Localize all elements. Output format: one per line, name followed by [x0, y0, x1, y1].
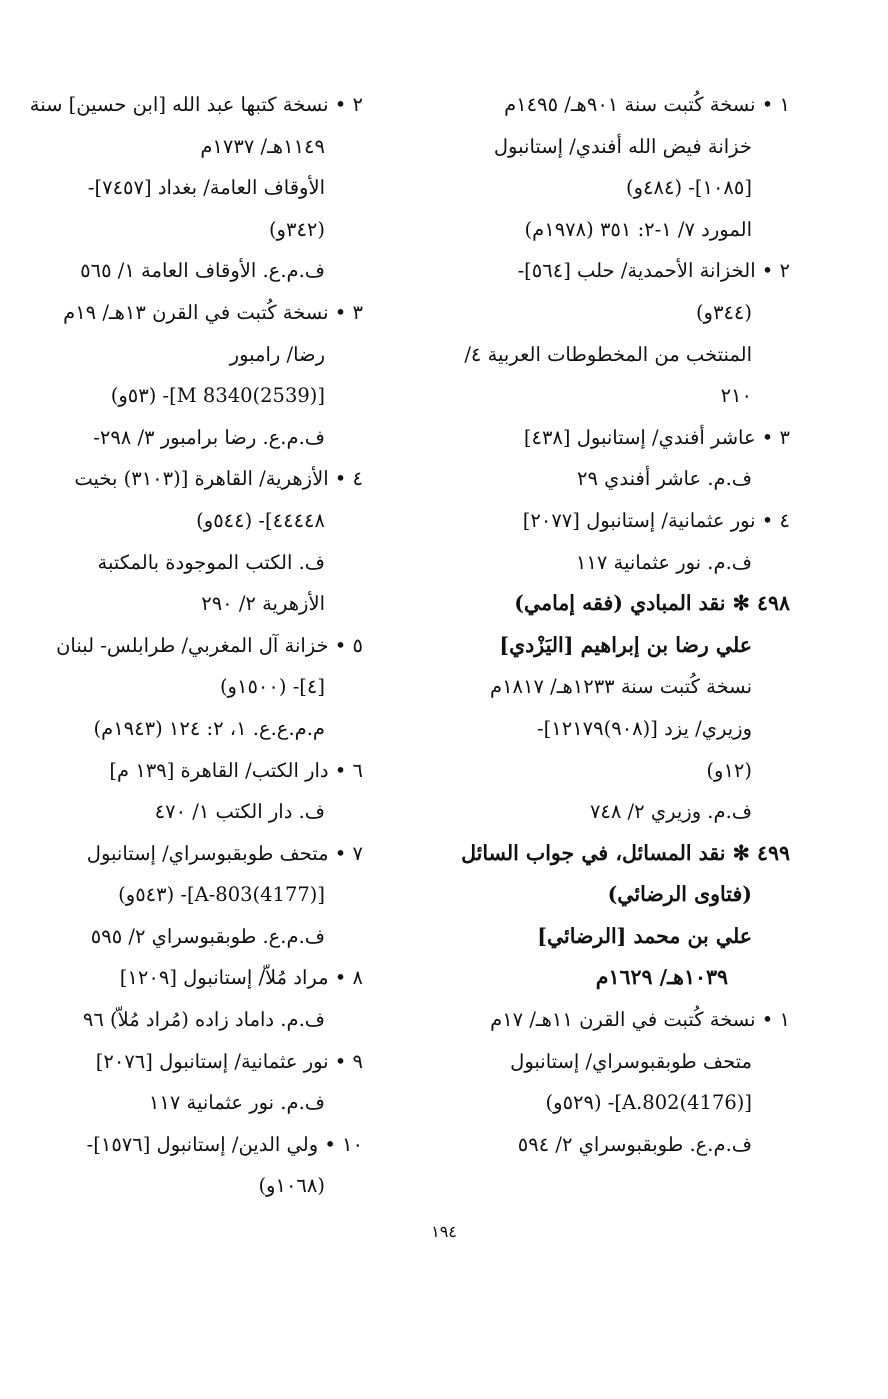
right-column-line: ٢١٠: [720, 384, 752, 408]
right-column-line: ف.م.ع. طوبقبوسراي ٢/ ٥٩٤: [517, 1132, 752, 1156]
left-column-line: ٣ • نسخة كُتبت في القرن ١٣هـ/ ١٩م: [63, 300, 363, 324]
left-column-line: ٨ • مراد مُلاّ/ إستانبول [١٢٠٩]: [119, 966, 363, 990]
right-column-line: (٣٤٤و): [695, 300, 752, 324]
left-column-line: الأزهرية ٢/ ٢٩٠: [201, 592, 325, 616]
left-column-line: م.م.ع.ع. ١، ٢: ١٢٤ (١٩٤٣م): [93, 716, 325, 740]
left-column-line: رضا/ رامبور: [229, 342, 325, 366]
right-column-line: المنتخب من المخطوطات العربية ٤/: [464, 342, 752, 366]
left-column-line: ٢ • نسخة كتبها عبد الله [ابن حسين] سنة: [29, 93, 363, 116]
right-column-line: (فتاوى الرضائي): [607, 882, 752, 907]
right-column-line: ف.م. وزيري ٢/ ٧٤٨: [589, 800, 752, 824]
right-column-line: نسخة كُتبت سنة ١٢٣٣هـ/ ١٨١٧م: [490, 675, 752, 699]
left-column-line: ٦ • دار الكتب/ القاهرة [١٣٩ م]: [109, 758, 363, 782]
right-column-line: ٤٩٨ ✻ نقد المبادي (فقه إمامي): [514, 591, 790, 616]
right-column-line: [١٠٨٥]- (٤٨٤و): [626, 176, 752, 200]
right-column-line: ١ • نسخة كُتبت في القرن ١١هـ/ ١٧م: [490, 1008, 790, 1032]
right-column-line: ٤ • نور عثمانية/ إستانبول [٢٠٧٧]: [522, 508, 790, 532]
left-column-line: الأوقاف العامة/ بغداد [٧٤٥٧]-: [87, 176, 325, 200]
left-column-line: ١٠ • ولي الدين/ إستانبول [١٥٧٦]-: [86, 1132, 363, 1156]
right-column-line: ١ • نسخة كُتبت سنة ٩٠١هـ/ ١٤٩٥م: [504, 93, 790, 116]
right-column: [445, 84, 790, 1165]
right-column-line: علي بن محمد [الرضائي]: [537, 923, 752, 948]
right-column-line: ٣ • عاشر أفندي/ إستانبول [٤٣٨]: [523, 425, 790, 449]
right-column-line: المورد ٧/ ١-٢: ٣٥١ (١٩٧٨م): [524, 217, 752, 241]
right-column-line: خزانة فيض الله أفندي/ إستانبول: [493, 134, 752, 158]
right-column-line: وزيري/ يزد [(٩٠٨)١٢١٧٩]-: [537, 716, 752, 740]
right-column-line: ٤٩٩ ✻ نقد المسائل، في جواب السائل: [461, 840, 790, 865]
left-column-line: [٤]- (١٥٠٠و): [219, 675, 325, 699]
right-column-line: علي رضا بن إبراهيم [اليَزْدي]: [499, 632, 752, 657]
right-column-line: ١٠٣٩هـ/ ١٦٢٩م: [595, 965, 728, 990]
right-column-line: ف.م. عاشر أفندي ٢٩: [576, 467, 752, 491]
right-column-line: ٢ • الخزانة الأحمدية/ حلب [٥٦٤]-: [517, 259, 790, 283]
left-column-line: ف. الكتب الموجودة بالمكتبة: [97, 550, 325, 574]
left-column-line: [M 8340(2539)]- (٥٣و): [110, 384, 325, 408]
left-column-line: ف. دار الكتب ١/ ٤٧٠: [154, 800, 325, 824]
left-column-line: ف.م.ع. الأوقاف العامة ١/ ٥٦٥: [80, 259, 325, 283]
left-column-line: ف.م. نور عثمانية ١١٧: [148, 1091, 325, 1115]
left-column-line: ف.م.ع. رضا برامبور ٣/ ٢٩٨-: [93, 425, 325, 449]
right-column-line: ف.م. نور عثمانية ١١٧: [575, 550, 752, 574]
left-column: [29, 84, 363, 1207]
right-column-line: [(4176)A.802]- (٥٢٩و): [545, 1091, 752, 1115]
left-column-line: [(4177)A-803]- (٥٤٣و): [118, 883, 325, 907]
right-column-line: (١٢و): [706, 758, 752, 782]
left-column-line: ٤ • الأزهرية/ القاهرة [(٣١٠٣) بخيت: [74, 467, 363, 491]
left-column-line: ف.م. داماد زاده (مُراد مُلاّ) ٩٦: [82, 1008, 325, 1032]
left-column-line: (٣٤٢و): [268, 217, 325, 241]
left-column-line: ف.م.ع. طوبقبوسراي ٢/ ٥٩٥: [90, 924, 325, 948]
left-column-line: ٤٤٤٤٨]- (٥٤٤و): [196, 508, 325, 532]
page-number: ١٩٤: [431, 1222, 457, 1241]
left-column-line: ٩ • نور عثمانية/ إستانبول [٢٠٧٦]: [95, 1049, 363, 1073]
right-column-line: متحف طوبقبوسراي/ إستانبول: [510, 1049, 752, 1073]
left-column-line: ٥ • خزانة آل المغربي/ طرابلس- لبنان: [56, 633, 363, 657]
left-column-line: ٧ • متحف طوبقبوسراي/ إستانبول: [86, 841, 363, 865]
left-column-line: ١١٤٩هـ/ ١٧٣٧م: [200, 134, 325, 158]
left-column-line: (١٠٦٨و): [258, 1174, 325, 1198]
